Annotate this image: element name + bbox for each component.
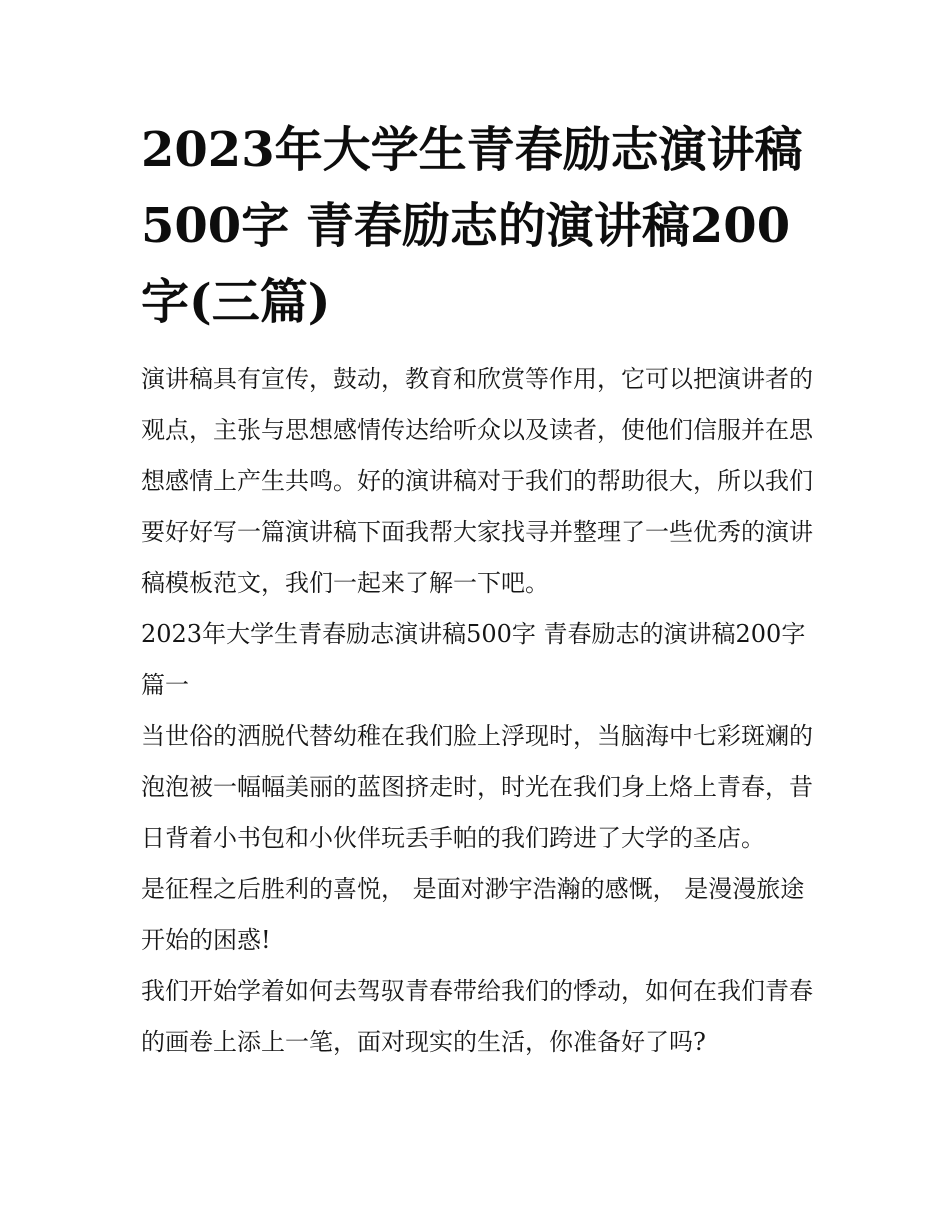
body-paragraph-2: 是征程之后胜利的喜悦， 是面对渺宇浩瀚的感慨， 是漫漫旅途开始的困惑! xyxy=(141,875,805,954)
section-heading: 2023年大学生青春励志演讲稿500字 青春励志的演讲稿200字篇一 xyxy=(141,620,806,699)
document-body xyxy=(141,354,813,1068)
intro-paragraph: 演讲稿具有宣传，鼓动，教育和欣赏等作用，它可以把演讲者的观点，主张与思想感情传达给听众以及读者，使他们信服并在思想感情上产生共鸣。好的演讲稿对于我们的帮助很大，所以我们要好好写一篇演讲稿下面我帮大家找寻并整理了一些优秀的演讲稿模板范文，我们一起来了解一下吧。 xyxy=(141,365,813,597)
body-paragraph-3: 我们开始学着如何去驾驭青春带给我们的悸动，如何在我们青春的画卷上添上一笔，面对现实的生活，你准备好了吗? xyxy=(141,977,813,1056)
body-paragraph-1: 当世俗的洒脱代替幼稚在我们脸上浮现时，当脑海中七彩斑斓的泡泡被一幅幅美丽的蓝图挤走时，时光在我们身上烙上青春，昔日背着小书包和小伙伴玩丢手帕的我们跨进了大学的圣店。 xyxy=(141,722,813,852)
document-content xyxy=(141,112,813,1068)
document-title: 2023年大学生青春励志演讲稿500字 青春励志的演讲稿200字(三篇) xyxy=(141,122,803,330)
